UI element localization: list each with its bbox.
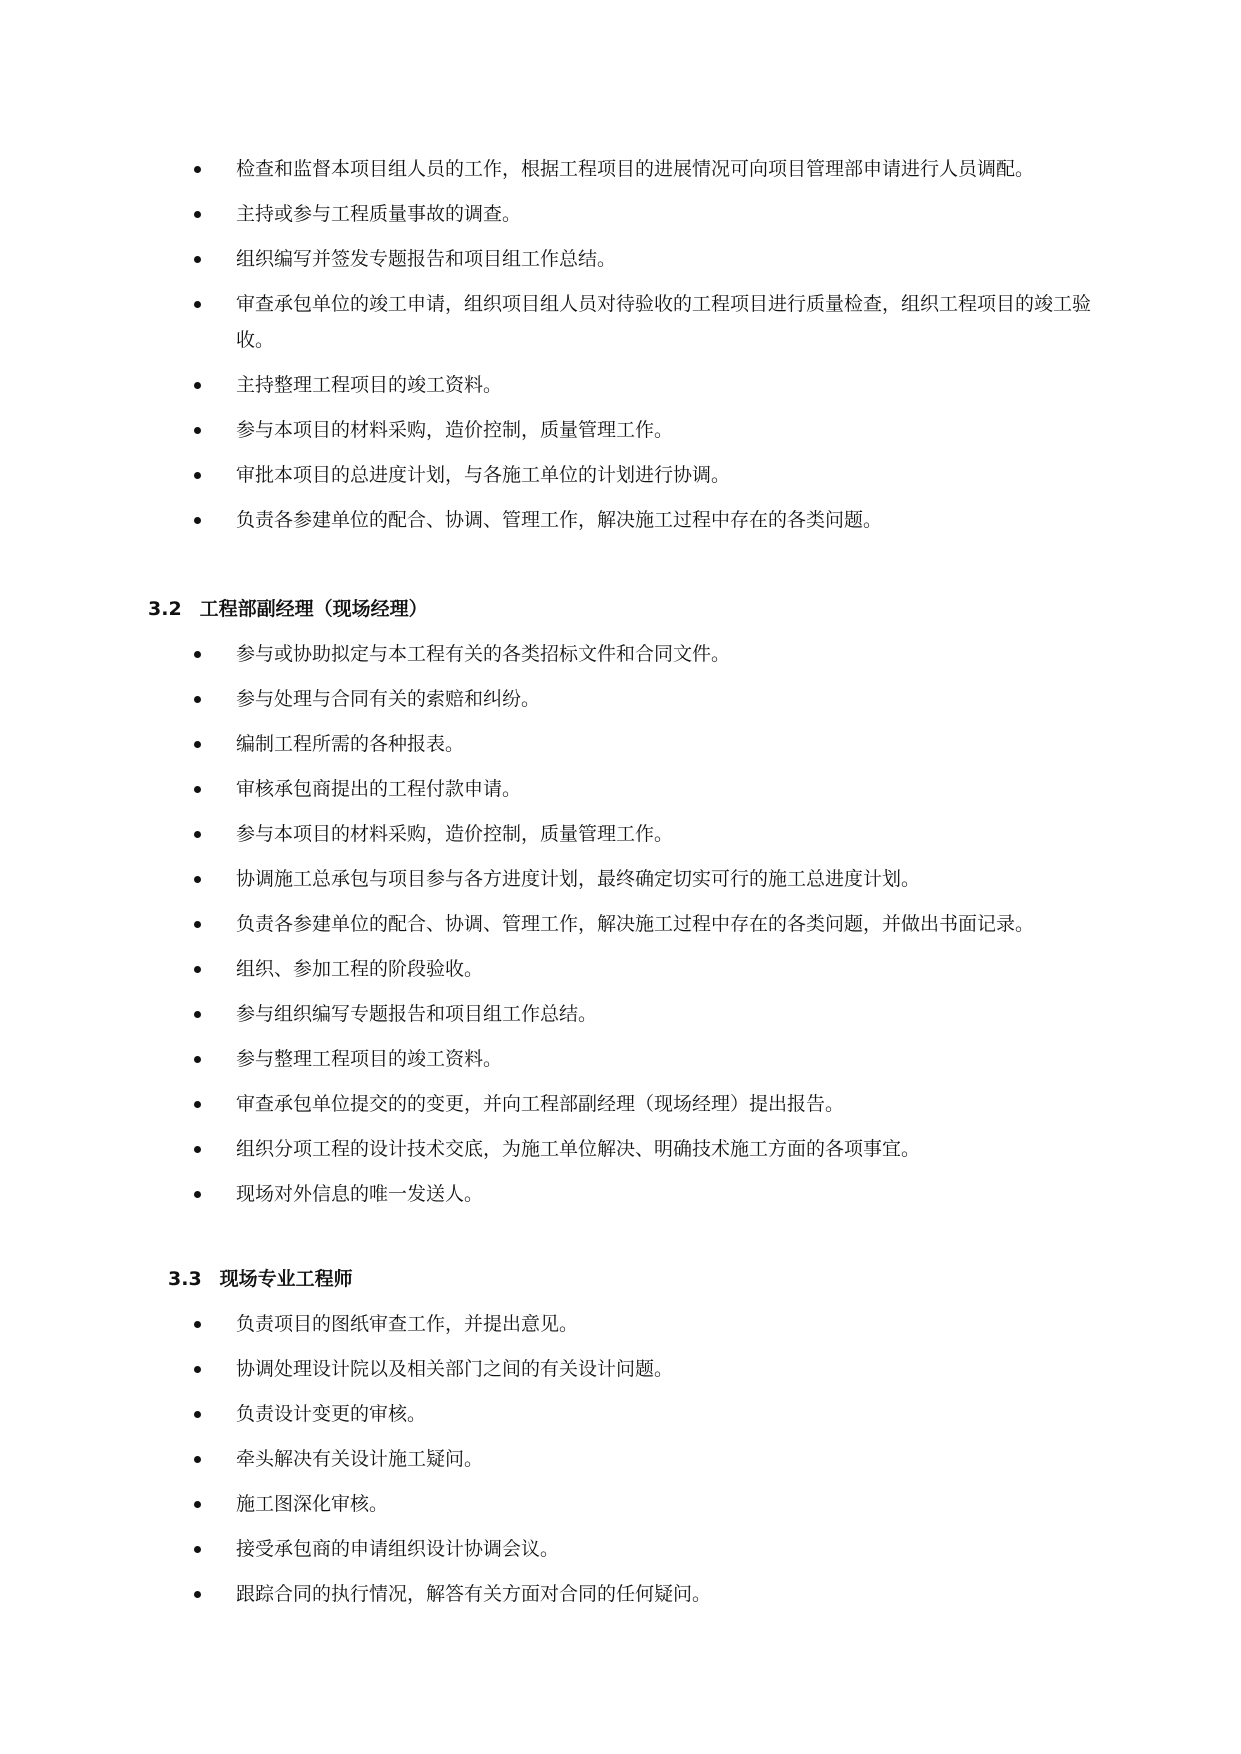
list-item bbox=[236, 951, 1126, 987]
list-item bbox=[236, 367, 1126, 403]
bullet-icon bbox=[194, 301, 201, 308]
list-item bbox=[236, 286, 1126, 358]
bullet-icon bbox=[194, 741, 201, 748]
list-item-text: 协调施工总承包与项目参与各方进度计划，最终确定切实可行的施工总进度计划。 bbox=[236, 868, 921, 890]
list-item-text: 审查承包单位提交的的变更，并向工程部副经理（现场经理）提出报告。 bbox=[236, 1093, 845, 1115]
list-item-text: 现场对外信息的唯一发送人。 bbox=[236, 1183, 484, 1205]
list-item-text: 编制工程所需的各种报表。 bbox=[236, 733, 465, 755]
list-item bbox=[236, 1086, 1126, 1122]
list-item-text: 参与组织编写专题报告和项目组工作总结。 bbox=[236, 1003, 598, 1025]
list-item-text: 接受承包商的申请组织设计协调会议。 bbox=[236, 1538, 560, 1560]
list-item bbox=[236, 457, 1126, 493]
bullet-icon bbox=[194, 696, 201, 703]
list-item bbox=[236, 1176, 1126, 1212]
list-item-text: 参与整理工程项目的竣工资料。 bbox=[236, 1048, 503, 1070]
list-item bbox=[236, 502, 1126, 538]
list-item bbox=[236, 1131, 1126, 1167]
list-item bbox=[236, 681, 1126, 717]
bullet-icon bbox=[194, 1321, 201, 1328]
list-item bbox=[236, 1306, 1126, 1342]
bullet-icon bbox=[194, 166, 201, 173]
list-item bbox=[236, 412, 1126, 448]
bullet-icon bbox=[194, 1456, 201, 1463]
list-item bbox=[236, 861, 1126, 897]
bullet-icon bbox=[194, 1591, 201, 1598]
list-item-text: 主持整理工程项目的竣工资料。 bbox=[236, 374, 503, 396]
list-item bbox=[236, 1041, 1126, 1077]
list-item-text: 跟踪合同的执行情况，解答有关方面对合同的任何疑问。 bbox=[236, 1583, 712, 1605]
list-item bbox=[236, 1486, 1126, 1522]
section-heading-3-3 bbox=[168, 1264, 353, 1294]
list-item bbox=[236, 1351, 1126, 1387]
list-item bbox=[236, 1576, 1126, 1612]
list-item bbox=[236, 726, 1126, 762]
bullet-icon bbox=[194, 651, 201, 658]
list-item-text: 协调处理设计院以及相关部门之间的有关设计问题。 bbox=[236, 1358, 674, 1380]
list-item-text: 组织分项工程的设计技术交底，为施工单位解决、明确技术施工方面的各项事宜。 bbox=[236, 1138, 921, 1160]
list-item-text: 参与处理与合同有关的索赔和纠纷。 bbox=[236, 688, 541, 710]
list-item bbox=[236, 816, 1126, 852]
list-item-text: 牵头解决有关设计施工疑问。 bbox=[236, 1448, 484, 1470]
bullet-icon bbox=[194, 921, 201, 928]
bullet-icon bbox=[194, 1101, 201, 1108]
section-prev-list bbox=[0, 151, 1241, 547]
list-item bbox=[236, 241, 1126, 277]
bullet-icon bbox=[194, 211, 201, 218]
list-item-text: 参与本项目的材料采购，造价控制，质量管理工作。 bbox=[236, 419, 674, 441]
bullet-icon bbox=[194, 1411, 201, 1418]
bullet-icon bbox=[194, 1366, 201, 1373]
list-item bbox=[236, 996, 1126, 1032]
bullet-icon bbox=[194, 382, 201, 389]
bullet-icon bbox=[194, 1546, 201, 1553]
list-item-text: 负责各参建单位的配合、协调、管理工作，解决施工过程中存在的各类问题。 bbox=[236, 509, 883, 531]
section-title: 现场专业工程师 bbox=[219, 1268, 353, 1290]
list-item bbox=[236, 906, 1126, 942]
list-item-text: 审查承包单位的竣工申请，组织项目组人员对待验收的工程项目进行质量检查，组织工程项目的竣工验收。 bbox=[236, 293, 1092, 351]
bullet-icon bbox=[194, 876, 201, 883]
list-item bbox=[236, 1441, 1126, 1477]
list-item-text: 施工图深化审核。 bbox=[236, 1493, 389, 1515]
list-item-text: 主持或参与工程质量事故的调查。 bbox=[236, 203, 522, 225]
list-item-text: 组织、参加工程的阶段验收。 bbox=[236, 958, 484, 980]
bullet-icon bbox=[194, 1146, 201, 1153]
section-3-2-list bbox=[0, 636, 1241, 1221]
bullet-icon bbox=[194, 256, 201, 263]
list-item bbox=[236, 1396, 1126, 1432]
section-title: 工程部副经理（现场经理） bbox=[199, 598, 428, 620]
list-item-text: 审批本项目的总进度计划，与各施工单位的计划进行协调。 bbox=[236, 464, 731, 486]
list-item-text: 负责各参建单位的配合、协调、管理工作，解决施工过程中存在的各类问题，并做出书面记录。 bbox=[236, 913, 1035, 935]
list-item bbox=[236, 1531, 1126, 1567]
list-item bbox=[236, 771, 1126, 807]
list-item bbox=[236, 196, 1126, 232]
bullet-icon bbox=[194, 1056, 201, 1063]
list-item-text: 参与或协助拟定与本工程有关的各类招标文件和合同文件。 bbox=[236, 643, 731, 665]
bullet-icon bbox=[194, 427, 201, 434]
list-item-text: 负责项目的图纸审查工作，并提出意见。 bbox=[236, 1313, 579, 1335]
bullet-icon bbox=[194, 472, 201, 479]
list-item bbox=[236, 151, 1126, 187]
section-number: 3.2 bbox=[148, 598, 182, 620]
list-item-text: 审核承包商提出的工程付款申请。 bbox=[236, 778, 522, 800]
list-item-text: 参与本项目的材料采购，造价控制，质量管理工作。 bbox=[236, 823, 674, 845]
section-heading-3-2 bbox=[148, 594, 428, 624]
section-number: 3.3 bbox=[168, 1268, 202, 1290]
section-3-3-list bbox=[0, 1306, 1241, 1621]
bullet-icon bbox=[194, 966, 201, 973]
list-item bbox=[236, 636, 1126, 672]
bullet-icon bbox=[194, 831, 201, 838]
list-item-text: 组织编写并签发专题报告和项目组工作总结。 bbox=[236, 248, 617, 270]
bullet-icon bbox=[194, 517, 201, 524]
bullet-icon bbox=[194, 786, 201, 793]
list-item-text: 检查和监督本项目组人员的工作，根据工程项目的进展情况可向项目管理部申请进行人员调配。 bbox=[236, 158, 1035, 180]
bullet-icon bbox=[194, 1191, 201, 1198]
bullet-icon bbox=[194, 1011, 201, 1018]
list-item-text: 负责设计变更的审核。 bbox=[236, 1403, 427, 1425]
bullet-icon bbox=[194, 1501, 201, 1508]
